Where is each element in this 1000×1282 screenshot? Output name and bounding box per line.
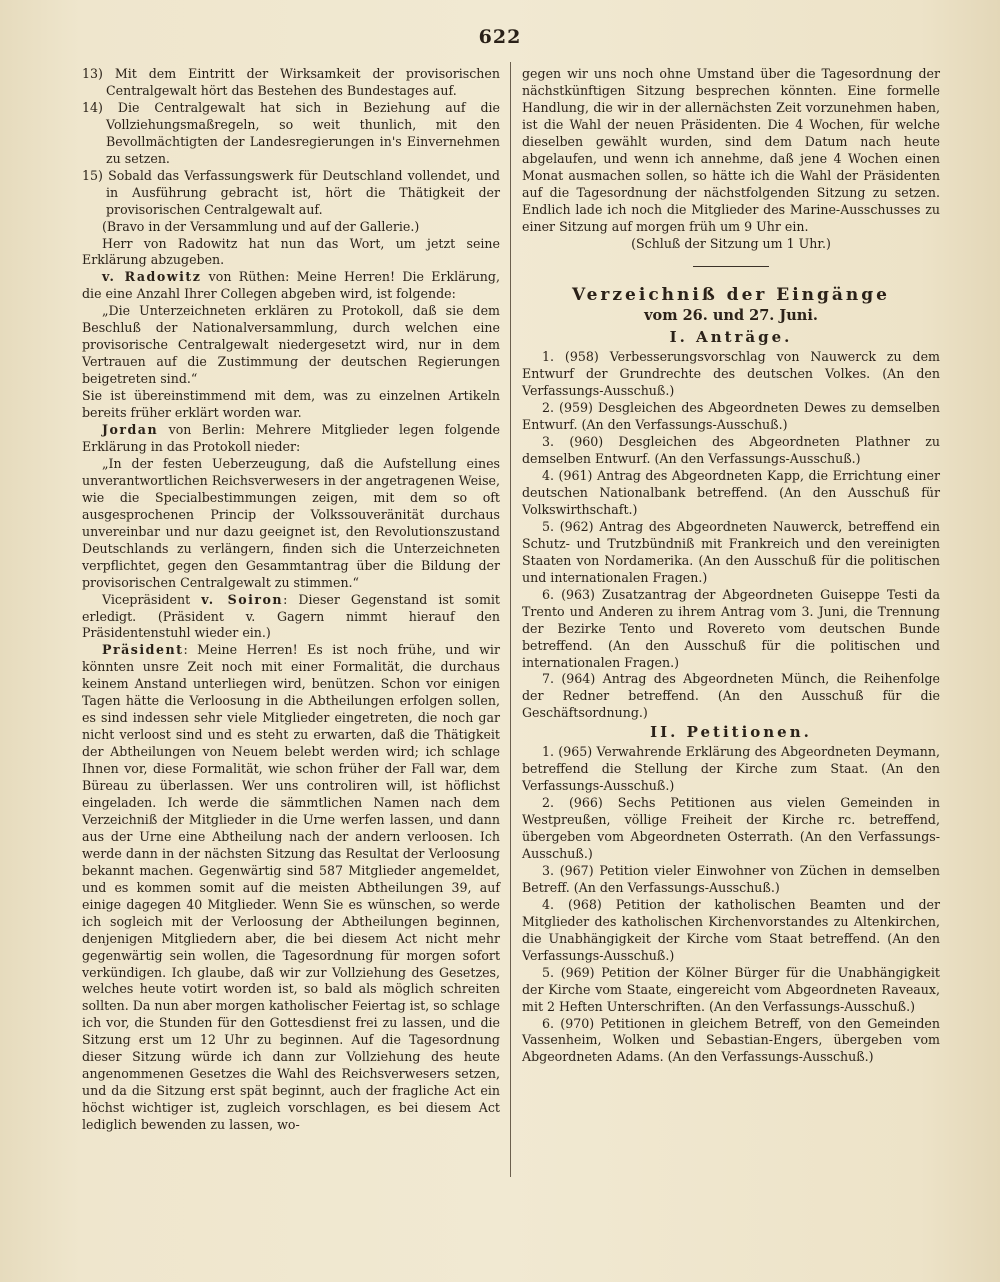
list-item: 13) Mit dem Eintritt der Wirksamkeit der provisorischen Centralgewalt hört das Bestehen des Bundestages auf. <box>82 66 500 98</box>
list-item: 3. (967) Petition vieler Einwohner von Züchen in demselben Betreff. (An den Verfassungs-Ausschuß.) <box>522 862 940 895</box>
speaker-role: Vicepräsident <box>102 591 202 607</box>
speech-soiron <box>82 592 500 643</box>
paragraph: Herr von Radowitz hat nun das Wort, um jetzt seine Erklärung abzugeben. <box>82 235 500 268</box>
speaker-name: Jordan <box>102 422 159 438</box>
speech-radowitz <box>82 269 500 303</box>
page-number: 622 <box>478 26 522 48</box>
quoted-declaration: „Die Unterzeichneten erklären zu Protokoll, daß sie dem Beschluß der Nationalversammlung, durch welchen eine provisorische Centralgewalt niedergesetzt wird, nur in dem Vertrauen auf die Zustimmung der deutschen Regierungen beigetreten sind.“ <box>82 303 500 387</box>
heading-antraege: I. Anträge. <box>669 328 793 347</box>
list-item: 14) Die Centralgewalt hat sich in Beziehung auf die Vollziehungsmaßregeln, so weit thunlich, mit den Bevollmächtigten der Landesregierungen in's Einvernehmen zu setzen. <box>82 99 500 166</box>
list-item: 2. (959) Desgleichen des Abgeordneten Dewes zu demselben Entwurf. (An den Verfassungs-Ausschuß.) <box>522 400 940 433</box>
list-item: 6. (970) Petitionen in gleichem Betreff, von den Gemeinden Vassenheim, Wolken und Sebastian-Engers, übergeben vom Abgeordneten Adams. (An den Verfassungs-Ausschuß.) <box>522 1015 940 1065</box>
list-item: 7. (964) Antrag des Abgeordneten Münch, die Reihenfolge der Redner betreffend. (An den Ausschuß für die Geschäftsordnung.) <box>522 671 940 721</box>
list-item: 1. (958) Verbesserungsvorschlag von Nauwerck zu dem Entwurf der Grundrechte des deutschen Volkes. (An den Verfassungs-Ausschuß.) <box>522 349 940 399</box>
list-item: 3. (960) Desgleichen des Abgeordneten Plathner zu demselben Entwurf. (An den Verfassungs-Ausschuß.) <box>522 434 940 467</box>
speech-text: : Meine Herren! Es ist noch frühe, und wir könnten unsre Zeit noch mit einer Formalität, die durchaus keinem Anstand unterliegen wird, benützen. Schon vor einigen Tagen hätte die Verloosung in die Abtheilungen erfolgen sollen, es sind indessen sehr viele Mitglieder eingetreten, die noch gar nicht verloost sind und es steht zu erwarten, daß die Thätigkeit der Abtheilungen von Neuem belebt werden wird; ich schlage Ihnen vor, diese Formalität, wie schon früher der Fall war, dem Büreau zu überlassen. Wer uns controliren will, ist höflichst eingeladen. Ich werde die sämmtlichen Namen nach dem Verzeichniß der Mitglieder in die Urne werfen lassen, und dann aus der Urne eine Abtheilung nach der andern verloosen. Ich werde dann in der nächsten Sitzung das Resultat der Verloosung bekannt machen. Gegenwärtig sind 587 Mitglieder angemeldet, und es kommen somit auf die meisten Abtheilungen 39, auf einige dagegen 40 Mitglieder. Wenn Sie es wünschen, so werde ich sogleich mit der Verloosung der Abtheilungen beginnen, denjenigen Mitgliedern aber, die bei diesem Act nicht mehr gegenwärtig sein wollen, die Tagesordnung für morgen sofort verkündigen. Ich glaube, daß wir zur Vollziehung des Gesetzes, welches heute votirt worden ist, so bald als möglich schreiten sollten. Da nun aber morgen katholischer Feiertag ist, so schlage ich vor, die Stunden für den Gottesdienst frei zu lassen, und die Sitzung erst um 12 Uhr zu beginnen. Auf die Tagesordnung dieser Sitzung würde ich dann zur Vollziehung des heute angenommenen Gesetzes die Wahl des Reichsverwesers setzen, und da die Sitzung erst spät beginnt, auch der fragliche Act ein höchst wichtiger ist, zugleich vorschlagen, es bei diesem Act lediglich bewenden zu lassen, wo- <box>82 642 500 1133</box>
paragraph: Sie ist übereinstimmend mit dem, was zu einzelnen Artikeln bereits früher erklärt worden war. <box>82 388 500 421</box>
speech-text: : Dieser Gegenstand ist somit erledigt. (Präsident v. Gagern nimmt hierauf den Präsidentenstuhl wieder ein.) <box>82 591 500 641</box>
list-item: 4. (968) Petition der katholischen Beamten und der Mitglieder des katholischen Kirchenvorstandes zu Altenkirchen, die Unabhängigkeit der Kirche vom Staat betreffend. (An den Verfassungs-Ausschuß.) <box>522 896 940 963</box>
speaker-name: v. Radowitz <box>102 269 202 285</box>
list-item: 6. (963) Zusatzantrag der Abgeordneten Guiseppe Testi da Trento und Anderen zu ihrem Antrag vom 3. Juni, die Trennung der Bezirke Tento und Rovereto vom deutschen Bunde betreffend. (An den Ausschuß für die politischen und internationalen Fragen.) <box>522 586 940 670</box>
left-column <box>82 66 500 1134</box>
section-title: Verzeichniß der Eingänge <box>571 285 890 306</box>
section-subtitle: vom 26. und 27. Juni. <box>644 307 818 325</box>
session-close-note: (Schluß der Sitzung um 1 Uhr.) <box>631 235 831 251</box>
speaker-name: Präsident <box>102 642 184 658</box>
speech-president <box>82 642 500 1134</box>
list-item: 5. (969) Petition der Kölner Bürger für die Unabhängigkeit der Kirche vom Staate, eingereicht vom Abgeordneten Raveaux, mit 2 Heften Unterschriften. (An den Verfassungs-Ausschuß.) <box>522 964 940 1014</box>
speech-text: von Berlin: Mehrere Mitglieder legen folgende Erklärung in das Protokoll nieder: <box>82 422 500 454</box>
speech-jordan <box>82 422 500 456</box>
list-item: 1. (965) Verwahrende Erklärung des Abgeordneten Deymann, betreffend die Stellung der Kirche zum Staat. (An den Verfassungs-Ausschuß.) <box>522 744 940 794</box>
speaker-name: v. Soiron <box>201 591 284 607</box>
section-rule <box>693 266 769 267</box>
list-item: 4. (961) Antrag des Abgeordneten Kapp, die Errichtung einer deutschen Nationalbank betreffend. (An den Ausschuß für Volkswirthschaft.) <box>522 468 940 517</box>
speech-text: von Rüthen: Meine Herren! Die Erklärung, die eine Anzahl Ihrer Collegen abgeben wird, ist folgende: <box>82 269 500 302</box>
quoted-declaration: „In der festen Ueberzeugung, daß die Aufstellung eines unverantwortlichen Reichsverwesers in der angetragenen Weise, wie die Specialbestimmungen zeigen, mit dem so oft ausgesprochenen Princip der Volkssouveränität durchaus unvereinbar und nur dazu geeignet ist, den Revolutionszustand Deutschlands zu verlängern, finden sich die Unterzeichneten verpflichtet, gegen den Gesammtantrag über die Bildung der provisorischen Centralgewalt zu stimmen.“ <box>82 455 500 590</box>
paragraph: gegen wir uns noch ohne Umstand über die Tagesordnung der nächstkünftigen Sitzung besprechen könnten. Eine formelle Handlung, die wir in der allernächsten Zeit vorzunehmen haben, ist die Wahl der neuen Präsidenten. Die 4 Wochen, für welche dieselben gewählt wurden, sind dem Datum nach heute abgelaufen, und wenn ich annehme, daß jene 4 Wochen einen Monat ausmachen sollen, so hätte ich die Wahl der Präsidenten auf die Tagesordnung der nächstfolgenden Sitzung zu setzen. Endlich lade ich noch die Mitglieder des Marine-Ausschusses zu einer Sitzung auf morgen früh um 9 Uhr ein. <box>522 66 940 234</box>
right-column <box>522 66 940 1066</box>
list-item: 5. (962) Antrag des Abgeordneten Nauwerck, betreffend ein Schutz- und Trutzbündniß mit Frankreich und den vereinigten Staaten von Nordamerika. (An den Ausschuß für die politischen und internationalen Fragen.) <box>522 518 940 585</box>
heading-petitionen: II. Petitionen. <box>650 723 812 742</box>
list-item: 2. (966) Sechs Petitionen aus vielen Gemeinden in Westpreußen, völlige Freiheit der Kirche rc. betreffend, übergeben vom Abgeordneten Osterrath. (An den Verfassungs-Ausschuß.) <box>522 795 940 861</box>
column-divider <box>510 62 511 1177</box>
list-item: 15) Sobald das Verfassungswerk für Deutschland vollendet, und in Ausführung gebracht ist, hört die Thätigkeit der provisorischen Centralgewalt auf. <box>82 167 500 217</box>
applause-note: (Bravo in der Versammlung und auf der Gallerie.) <box>102 218 420 234</box>
